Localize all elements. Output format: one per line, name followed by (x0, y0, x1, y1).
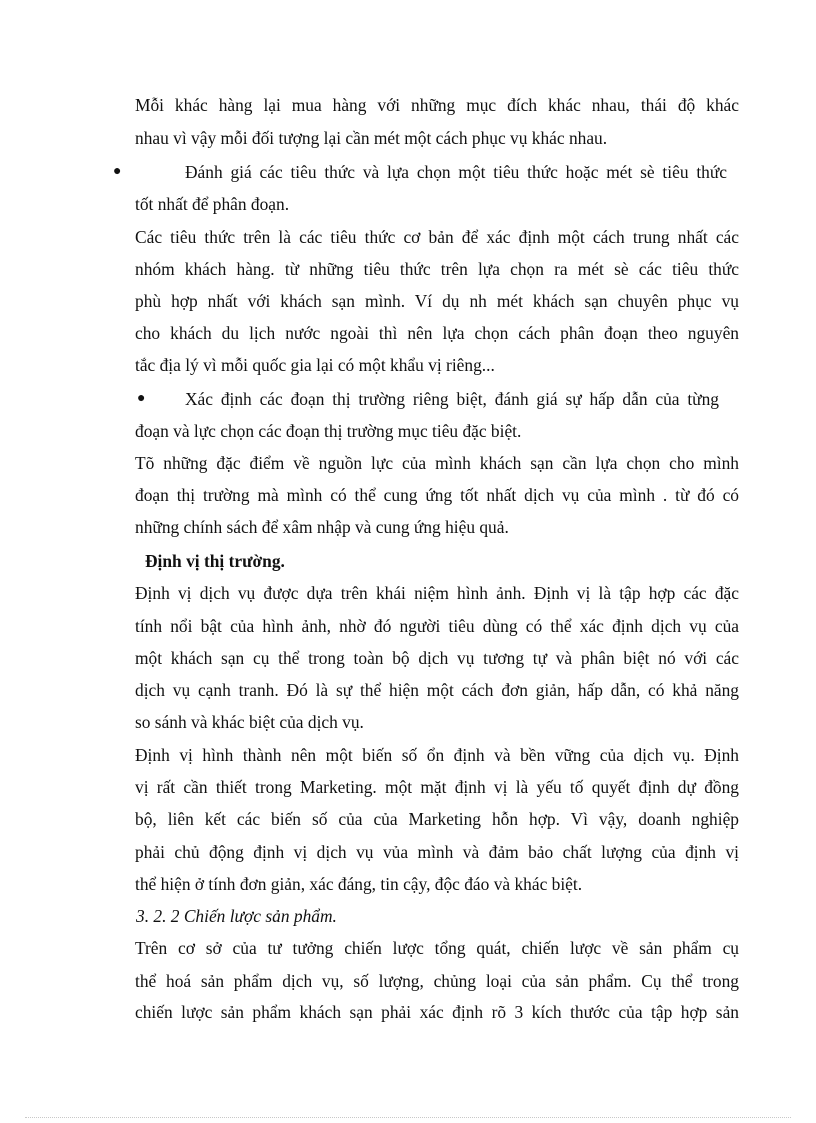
paragraph-line: nhau vì vậy mỗi đối tượng lại cần mét một cách phục vụ khác nhau. (135, 128, 608, 148)
paragraph-line: Tõ những đặc điểm về nguồn lực của mình khách sạn cần lựa chọn cho mình (135, 453, 739, 473)
paragraph-line: Định vị dịch vụ được dựa trên khái niệm hình ảnh. Định vị là tập hợp các đặc (135, 583, 739, 603)
bullet-item-line: đoạn và lực chọn các đoạn thị trường mục tiêu đặc biệt. (135, 421, 522, 441)
subsection-heading: 3. 2. 2 Chiến lược sản phẩm. (136, 906, 337, 926)
paragraph-line: Định vị hình thành nên một biến số ổn định và bền vững của dịch vụ. Định (135, 745, 739, 765)
bullet-icon: ● (137, 391, 146, 406)
bullet-item-line: Xác định các đoạn thị trường riêng biệt, đánh giá sự hấp dẫn của từng (185, 389, 719, 409)
paragraph-line: chiến lược sản phẩm khách sạn phải xác định rõ 3 kích thước của tập hợp sản (135, 1002, 739, 1022)
paragraph-line: thể hiện ở tính đơn giản, xác đáng, tin cậy, độc đáo và khác biệt. (135, 874, 583, 894)
page-bottom-divider (25, 1117, 791, 1118)
section-heading: Định vị thị trường. (145, 551, 285, 571)
paragraph-line: tắc địa lý vì mỗi quốc gia lại có một khẩu vị riêng... (135, 355, 495, 375)
paragraph-line: đoạn thị trường mà mình có thể cung ứng tốt nhất dịch vụ của mình . từ đó có (135, 485, 739, 505)
paragraph-line: nhóm khách hàng. từ những tiêu thức trên lựa chọn ra mét sè các tiêu thức (135, 259, 739, 279)
paragraph-line: những chính sách để xâm nhập và cung ứng hiệu quả. (135, 517, 509, 537)
paragraph-line: dịch vụ cạnh tranh. Đó là sự thể hiện một cách đơn giản, hấp dẫn, có khả năng (135, 680, 739, 700)
paragraph-line: tính nổi bật của hình ảnh, nhờ đó người tiêu dùng có thể xác định dịch vụ của (135, 616, 739, 636)
paragraph-line: so sánh và khác biệt của dịch vụ. (135, 712, 364, 732)
bullet-item-line: tốt nhất để phân đoạn. (135, 194, 290, 214)
paragraph-line: Trên cơ sở của tư tưởng chiến lược tổng quát, chiến lược về sản phẩm cụ (135, 938, 739, 958)
paragraph-line: Các tiêu thức trên là các tiêu thức cơ bản để xác định một cách trung nhất các (135, 227, 739, 247)
paragraph-line: thể hoá sản phẩm dịch vụ, số lượng, chủng loại của sản phẩm. Cụ thể trong (135, 971, 739, 991)
paragraph-line: một khách sạn cụ thể trong toàn bộ dịch vụ tương tự và phân biệt nó với các (135, 648, 739, 668)
paragraph-line: Mỗi khác hàng lại mua hàng với những mục đích khác nhau, thái độ khác (135, 95, 739, 115)
paragraph-line: bộ, liên kết các biến số của của Marketing hỗn hợp. Vì vậy, doanh nghiệp (135, 809, 739, 829)
paragraph-line: vị rất cần thiết trong Marketing. một mặt định vị là yếu tố quyết định dự đồng (135, 777, 739, 797)
paragraph-line: cho khách du lịch nước ngoài thì nên lựa chọn cách phân đoạn theo nguyên (135, 323, 739, 343)
bullet-item-line: Đánh giá các tiêu thức và lựa chọn một tiêu thức hoặc mét sè tiêu thức (185, 162, 727, 182)
paragraph-line: phải chủ động định vị dịch vụ vủa mình và đảm bảo chất lượng của định vị (135, 842, 739, 862)
bullet-icon: ● (113, 164, 122, 179)
paragraph-line: phù hợp nhất với khách sạn mình. Ví dụ nh mét khách sạn chuyên phục vụ (135, 291, 739, 311)
